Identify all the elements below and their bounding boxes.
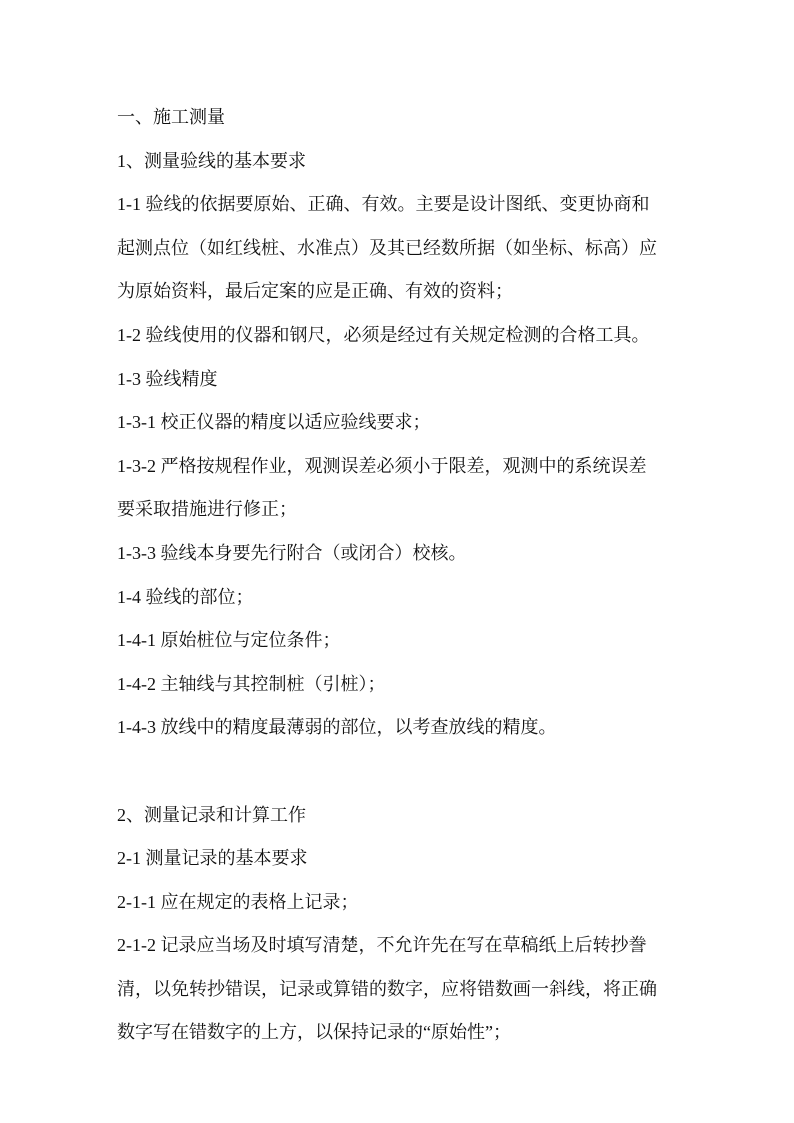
paragraph-2-1: 2-1 测量记录的基本要求 [117,848,308,869]
paragraph-1-4: 1-4 验线的部位； [117,586,254,607]
paragraph-1-1: 1-1 验线的依据要原始、正确、有效。主要是设计图纸、变更协商和 [117,194,650,215]
subsection-title: 2、测量记录和计算工作 [117,804,306,825]
document-page [117,96,687,1055]
paragraph-1-3: 1-3 验线精度 [117,368,218,389]
paragraph-1-1: 起测点位（如红线桩、水准点）及其已经数所据（如坐标、标高）应 [117,237,657,258]
paragraph-1-4-1: 1-4-1 原始桩位与定位条件； [117,630,341,651]
blank-line [117,750,687,794]
paragraph-1-3-2: 1-3-2 严格按规程作业，观测误差必须小于限差，观测中的系统误差 [117,455,647,476]
paragraph-1-3-1: 1-3-1 校正仪器的精度以适应验线要求； [117,412,431,433]
paragraph-1-4-3: 1-4-3 放线中的精度最薄弱的部位，以考查放线的精度。 [117,717,557,738]
paragraph-1-4-2: 1-4-2 主轴线与其控制桩（引桩）； [117,673,386,694]
paragraph-2-1-2: 数字写在错数字的上方，以保持记录的“原始性”； [117,1022,511,1043]
section-heading: 一、施工测量 [117,107,225,127]
paragraph-2-1-2: 2-1-2 记录应当场及时填写清楚，不允许先在写在草稿纸上后转抄誊 [117,935,647,956]
paragraph-1-3-2: 要采取措施进行修正； [117,499,297,520]
paragraph-2-1-1: 2-1-1 应在规定的表格上记录； [117,891,359,912]
paragraph-1-2: 1-2 验线使用的仪器和钢尺，必须是经过有关规定检测的合格工具。 [117,324,650,345]
paragraph-1-3-3: 1-3-3 验线本身要先行附合（或闭合）校核。 [117,542,467,563]
subsection-title: 1、测量验线的基本要求 [117,150,306,171]
paragraph-2-1-2: 清，以免转抄错误，记录或算错的数字，应将错数画一斜线，将正确 [117,978,657,999]
paragraph-1-1: 为原始资料，最后定案的应是正确、有效的资料； [117,281,513,302]
